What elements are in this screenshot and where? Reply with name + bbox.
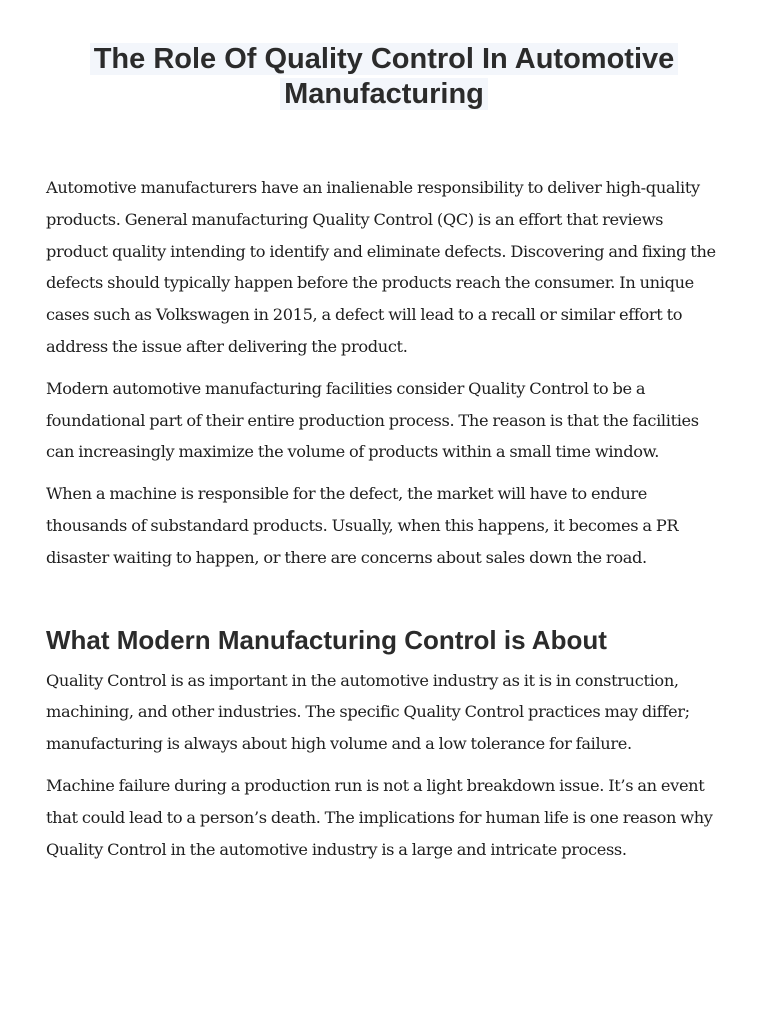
page-title: The Role Of Quality Control In Automotive Manufacturing — [90, 43, 679, 110]
section-paragraph-2: Machine failure during a production run is not a light breakdown issue. It’s an event that could lead to a person’s death. The implications for human life is one reason why Quality Control in the automotive industry is a large and intricate process. — [46, 775, 713, 859]
manufacturing-control-section — [46, 624, 722, 866]
section-paragraph-1: Quality Control is as important in the automotive industry as it is in construction, machining, and other industries. The specific Quality Control practices may differ; manufacturing is always about high volume and a low tolerance for failure. — [46, 670, 690, 754]
intro-paragraph-1: Automotive manufacturers have an inalienable responsibility to deliver high-quality products. General manufacturing Quality Control (QC) is an effort that reviews product quality intending to identify and eliminate defects. Discovering and fixing the defects should typically happen before the products reach the consumer. In unique cases such as Volkswagen in 2015, a defect will lead to a recall or similar effort to address the issue after delivering the product. — [46, 178, 716, 356]
intro-paragraph-3: When a machine is responsible for the defect, the market will have to endure thousands of substandard products. Usually, when this happens, it becomes a PR disaster waiting to happen, or there are concerns about sales down the road. — [46, 484, 679, 567]
intro-paragraph-2: Modern automotive manufacturing facilities consider Quality Control to be a foundational part of their entire production process. The reason is that the facilities can increasingly maximize the volume of products within a small time window. — [46, 378, 699, 462]
intro-section — [46, 172, 722, 574]
title-wrapper — [46, 42, 722, 112]
section-heading: What Modern Manufacturing Control is About — [46, 624, 607, 655]
